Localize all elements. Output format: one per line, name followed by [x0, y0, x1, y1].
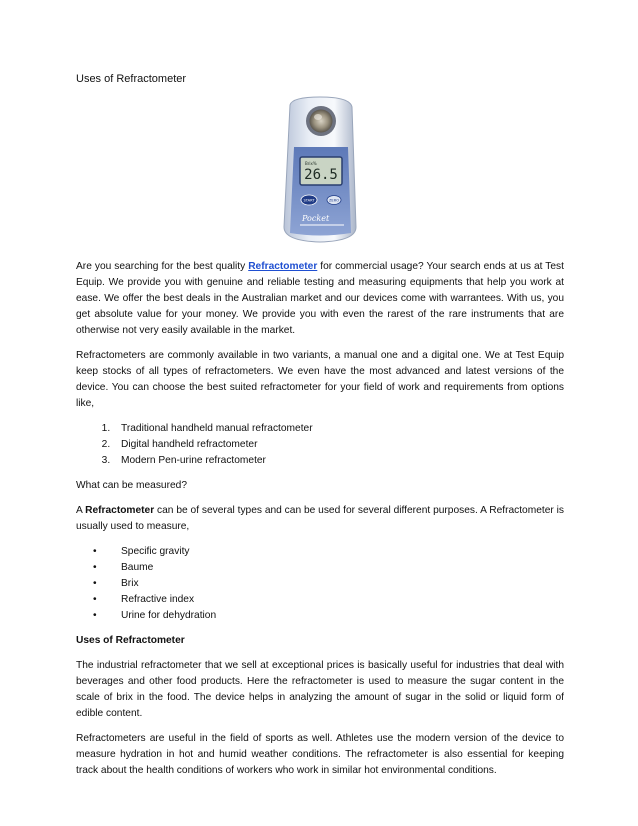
variants-paragraph: Refractometers are commonly available in two variants, a manual one and a digital one. We at Test Equip keep stocks of all types of refractometers. We even have the most advanced and latest versions of the device. You can choose the best suited refractometer for your field of work and requirements from options like, [76, 350, 564, 409]
list-item: • Urine for dehydration [76, 608, 564, 624]
measurement-list [76, 544, 564, 624]
sports-paragraph: Refractometers are useful in the field of sports as well. Athletes use the modern version of the device to measure hydration in hot and humid weather conditions. The refractometer is also essential for keeping track about the health conditions of workers who work in similar hot environmental conditions. [76, 733, 564, 776]
uses-heading: Uses of Refractometer [76, 635, 185, 646]
svg-text:Brix%: Brix% [305, 161, 317, 166]
brand-text: Pocket [302, 214, 330, 223]
refractometer-types-list [76, 421, 564, 469]
start-button-label: START [303, 198, 315, 203]
list-item: 1. Traditional handheld manual refractometer [113, 421, 564, 437]
document-body [76, 259, 564, 788]
refractometer-link[interactable]: Refractometer [248, 261, 318, 272]
refractometer-image [272, 95, 368, 245]
measured-heading: What can be measured? [76, 480, 187, 491]
industrial-paragraph: The industrial refractometer that we sell at exceptional prices is basically useful for industries that deal with beverages and other food products. Here the refractometer is used to measure the sugar content in the scale of brix in the food. The device helps in analyzing the amount of sugar in the solid or liquid form of edible content. [76, 660, 564, 719]
list-item: • Brix [76, 576, 564, 592]
zero-button-label: ZERO [328, 198, 340, 203]
list-item: 2. Digital handheld refractometer [113, 437, 564, 453]
list-item: • Baume [76, 560, 564, 576]
list-item: • Specific gravity [76, 544, 564, 560]
bullet-icon: • [93, 610, 97, 621]
bullet-icon: • [93, 562, 97, 573]
list-item: 3. Modern Pen-urine refractometer [113, 453, 564, 469]
intro-paragraph: Are you searching for the best quality Refractometer for commercial usage? Your search ends at us at Test Equip. We provide you with genuine and reliable testing and measuring equipments that help you work at ease. We offer the best deals in the Australian market and our devices come with warrantees. With us, you get absolute value for your money. We provide you with even the rarest of the rare instruments that are otherwise not very easily available in the market. [76, 261, 564, 336]
bullet-icon: • [93, 546, 97, 557]
measure-intro-paragraph: A Refractometer can be of several types and can be used for several different purposes. A Refractometer is usually used to measure, [76, 505, 564, 532]
list-item: • Refractive index [76, 592, 564, 608]
display-reading: 26.5 [304, 167, 338, 183]
bullet-icon: • [93, 594, 97, 605]
bullet-icon: • [93, 578, 97, 589]
document-title: Uses of Refractometer [76, 73, 187, 85]
